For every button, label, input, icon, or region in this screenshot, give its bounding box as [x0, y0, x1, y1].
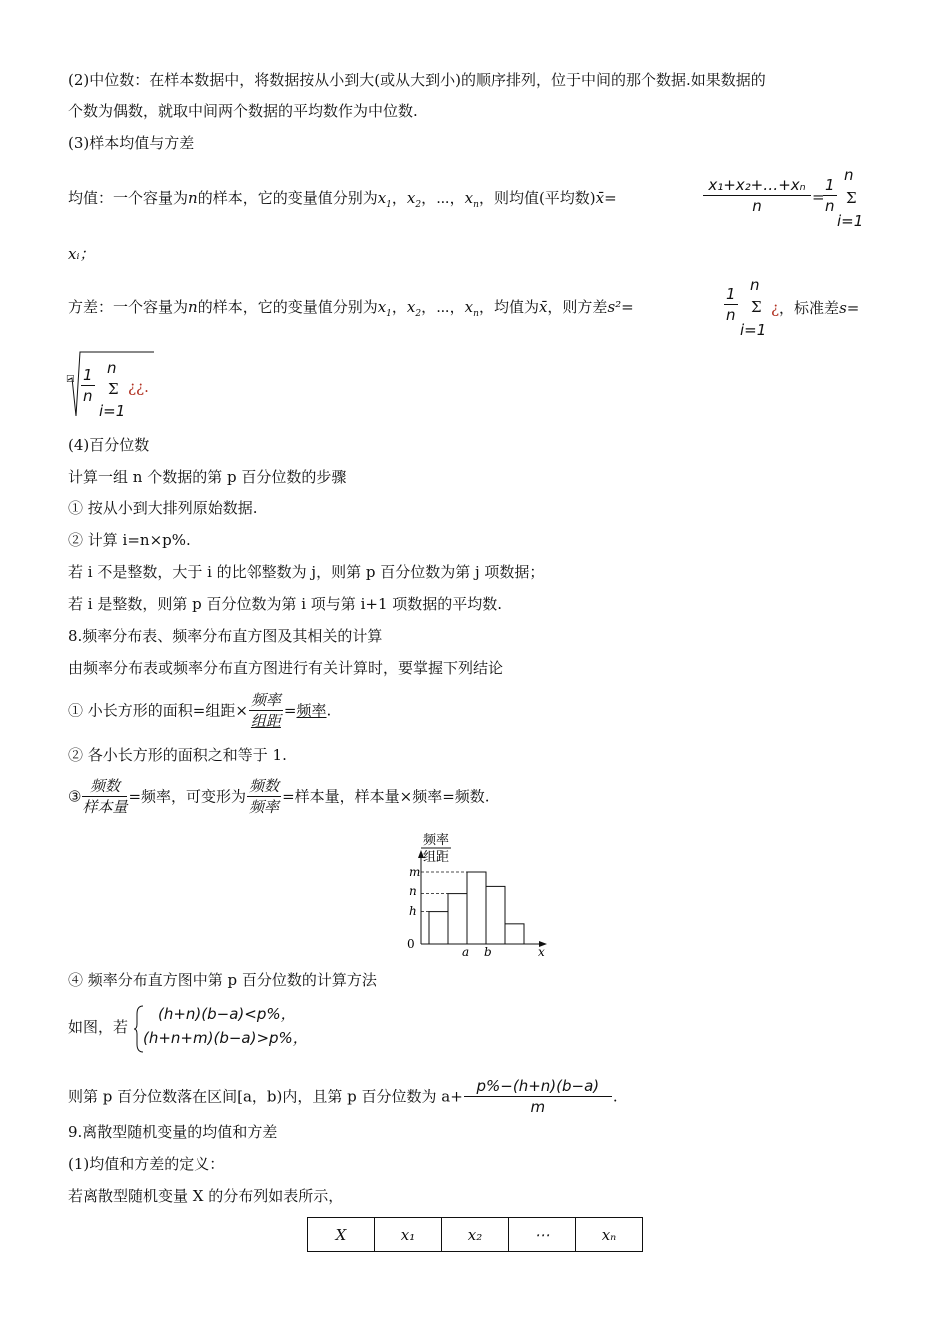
sigma-top: n [844, 166, 854, 184]
xtick-a: a [462, 945, 470, 959]
conclusion-4: ④ 频率分布直方图中第 p 百分位数的计算方法 [68, 971, 377, 989]
percentile-step-2: ② 计算 i=n×p%. [68, 531, 191, 549]
garbled-char: ¿，标准差s= [771, 299, 860, 317]
var-sigma-top: n [750, 276, 760, 294]
origin-label: 0 [407, 937, 415, 951]
percentile-result: 则第 p 百分位数落在区间[a，b)内，且第 p 百分位数为 a+ $\frac{p\%-(h+n)(b-a)}{m}$ . [68, 1077, 618, 1116]
histogram-bar [505, 924, 524, 944]
xi-term: xᵢ； [68, 245, 95, 263]
xtick-b: b [484, 945, 492, 959]
percentile-case-2: 若 i 是整数，则第 p 百分位数为第 i 项与第 i+1 项数据的平均数. [68, 595, 503, 613]
var-sigma-bottom: i=1 [740, 321, 767, 339]
table-cell: xₙ [576, 1218, 643, 1252]
percentile-steps: 计算一组 n 个数据的第 p 百分位数的步骤 [68, 468, 347, 486]
sigma-symbol: Σ [846, 189, 857, 207]
variance-definition: 方差：一个容量为n的样本，它的变量值分别为$x_1$，$x_2$，⋯，$x_n$，均值为x̄，则方差s²= [68, 298, 634, 319]
y-axis-label-top: 频率 [423, 833, 450, 848]
sigma-bottom: i=1 [837, 212, 864, 230]
section-9-sub: (1)均值和方差的定义： [68, 1155, 225, 1173]
mean-variance-title: (3)样本均值与方差 [68, 134, 195, 152]
median-line-1: (2)中位数：在样本数据中，将数据按从小到大(或从大到小)的顺序排列，位于中间的那个数据.如果数据的 [68, 71, 766, 89]
table-cell: ⋯ [509, 1218, 576, 1252]
std-one-over-n: $\frac{1}{n}$ [83, 366, 93, 405]
histogram-bar [448, 894, 467, 944]
condition-1: (h+n)(b−a)<p%， [158, 1005, 296, 1023]
condition-prefix: 如图，若 [68, 1018, 129, 1036]
histogram-bar [467, 872, 486, 944]
ytick-n: n [409, 884, 417, 898]
conclusion-3: ③ $\frac{\text{频数}}{\text{样本量}}$ =频率，可变形为 $\frac{\text{频数}}{\text{频率}}$ =样本量，样本量×频率=频数. [68, 777, 490, 816]
table-cell: X [308, 1218, 375, 1252]
percentile-step-1: ① 按从小到大排列原始数据. [68, 499, 258, 517]
conclusion-2: ② 各小长方形的面积之和等于 1. [68, 746, 287, 764]
var-sigma-symbol: Σ [751, 298, 762, 316]
y-axis-label-bottom: 组距 [423, 850, 450, 865]
std-sqrt: □ $\frac{1}{n}$ n Σ i=1 ¿¿. [66, 350, 156, 420]
one-over-n: $\frac{1}{n}$ [825, 176, 835, 215]
section-8-intro: 由频率分布表或频率分布直方图进行有关计算时，要掌握下列结论 [68, 659, 504, 677]
distribution-table [307, 1217, 643, 1252]
table-cell: x₁ [375, 1218, 442, 1252]
histogram-bar [429, 912, 448, 944]
section-9-title: 9.离散型随机变量的均值和方差 [68, 1123, 278, 1141]
var-one-over-n: $\frac{1}{n}$ [726, 285, 736, 324]
section-9-intro: 若离散型随机变量 X 的分布列如表所示， [68, 1187, 344, 1205]
percentile-case-1: 若 i 不是整数，大于 i 的比邻整数为 j，则第 p 百分位数为第 j 项数据； [68, 563, 545, 581]
ytick-m: m [409, 865, 421, 879]
conclusion-1: ① 小长方形的面积=组距× $\frac{\text{频率}}{\text{组距}}$ =频率. [68, 691, 332, 730]
table-row [308, 1218, 643, 1252]
median-line-2: 个数为偶数，就取中间两个数据的平均数作为中位数. [68, 102, 418, 120]
mean-definition: 均值：一个容量为n的样本，它的变量值分别为$x_1$，$x_2$，⋯，$x_n$，则均值(平均数)x̄= [68, 189, 617, 210]
mean-fraction: $\frac{\text{x₁+x₂+…+xₙ}}{n}$ [702, 175, 812, 216]
section-8-title: 8.频率分布表、频率分布直方图及其相关的计算 [68, 627, 383, 645]
x-axis-label: x [538, 945, 545, 959]
ytick-h: h [409, 904, 417, 918]
eq-sign: = [812, 188, 825, 206]
histogram-bar [486, 886, 505, 944]
table-cell: x₂ [442, 1218, 509, 1252]
frequency-histogram [395, 830, 555, 960]
percentile-title: (4)百分位数 [68, 436, 150, 454]
condition-2: (h+n+m)(b−a)>p%， [143, 1029, 308, 1047]
